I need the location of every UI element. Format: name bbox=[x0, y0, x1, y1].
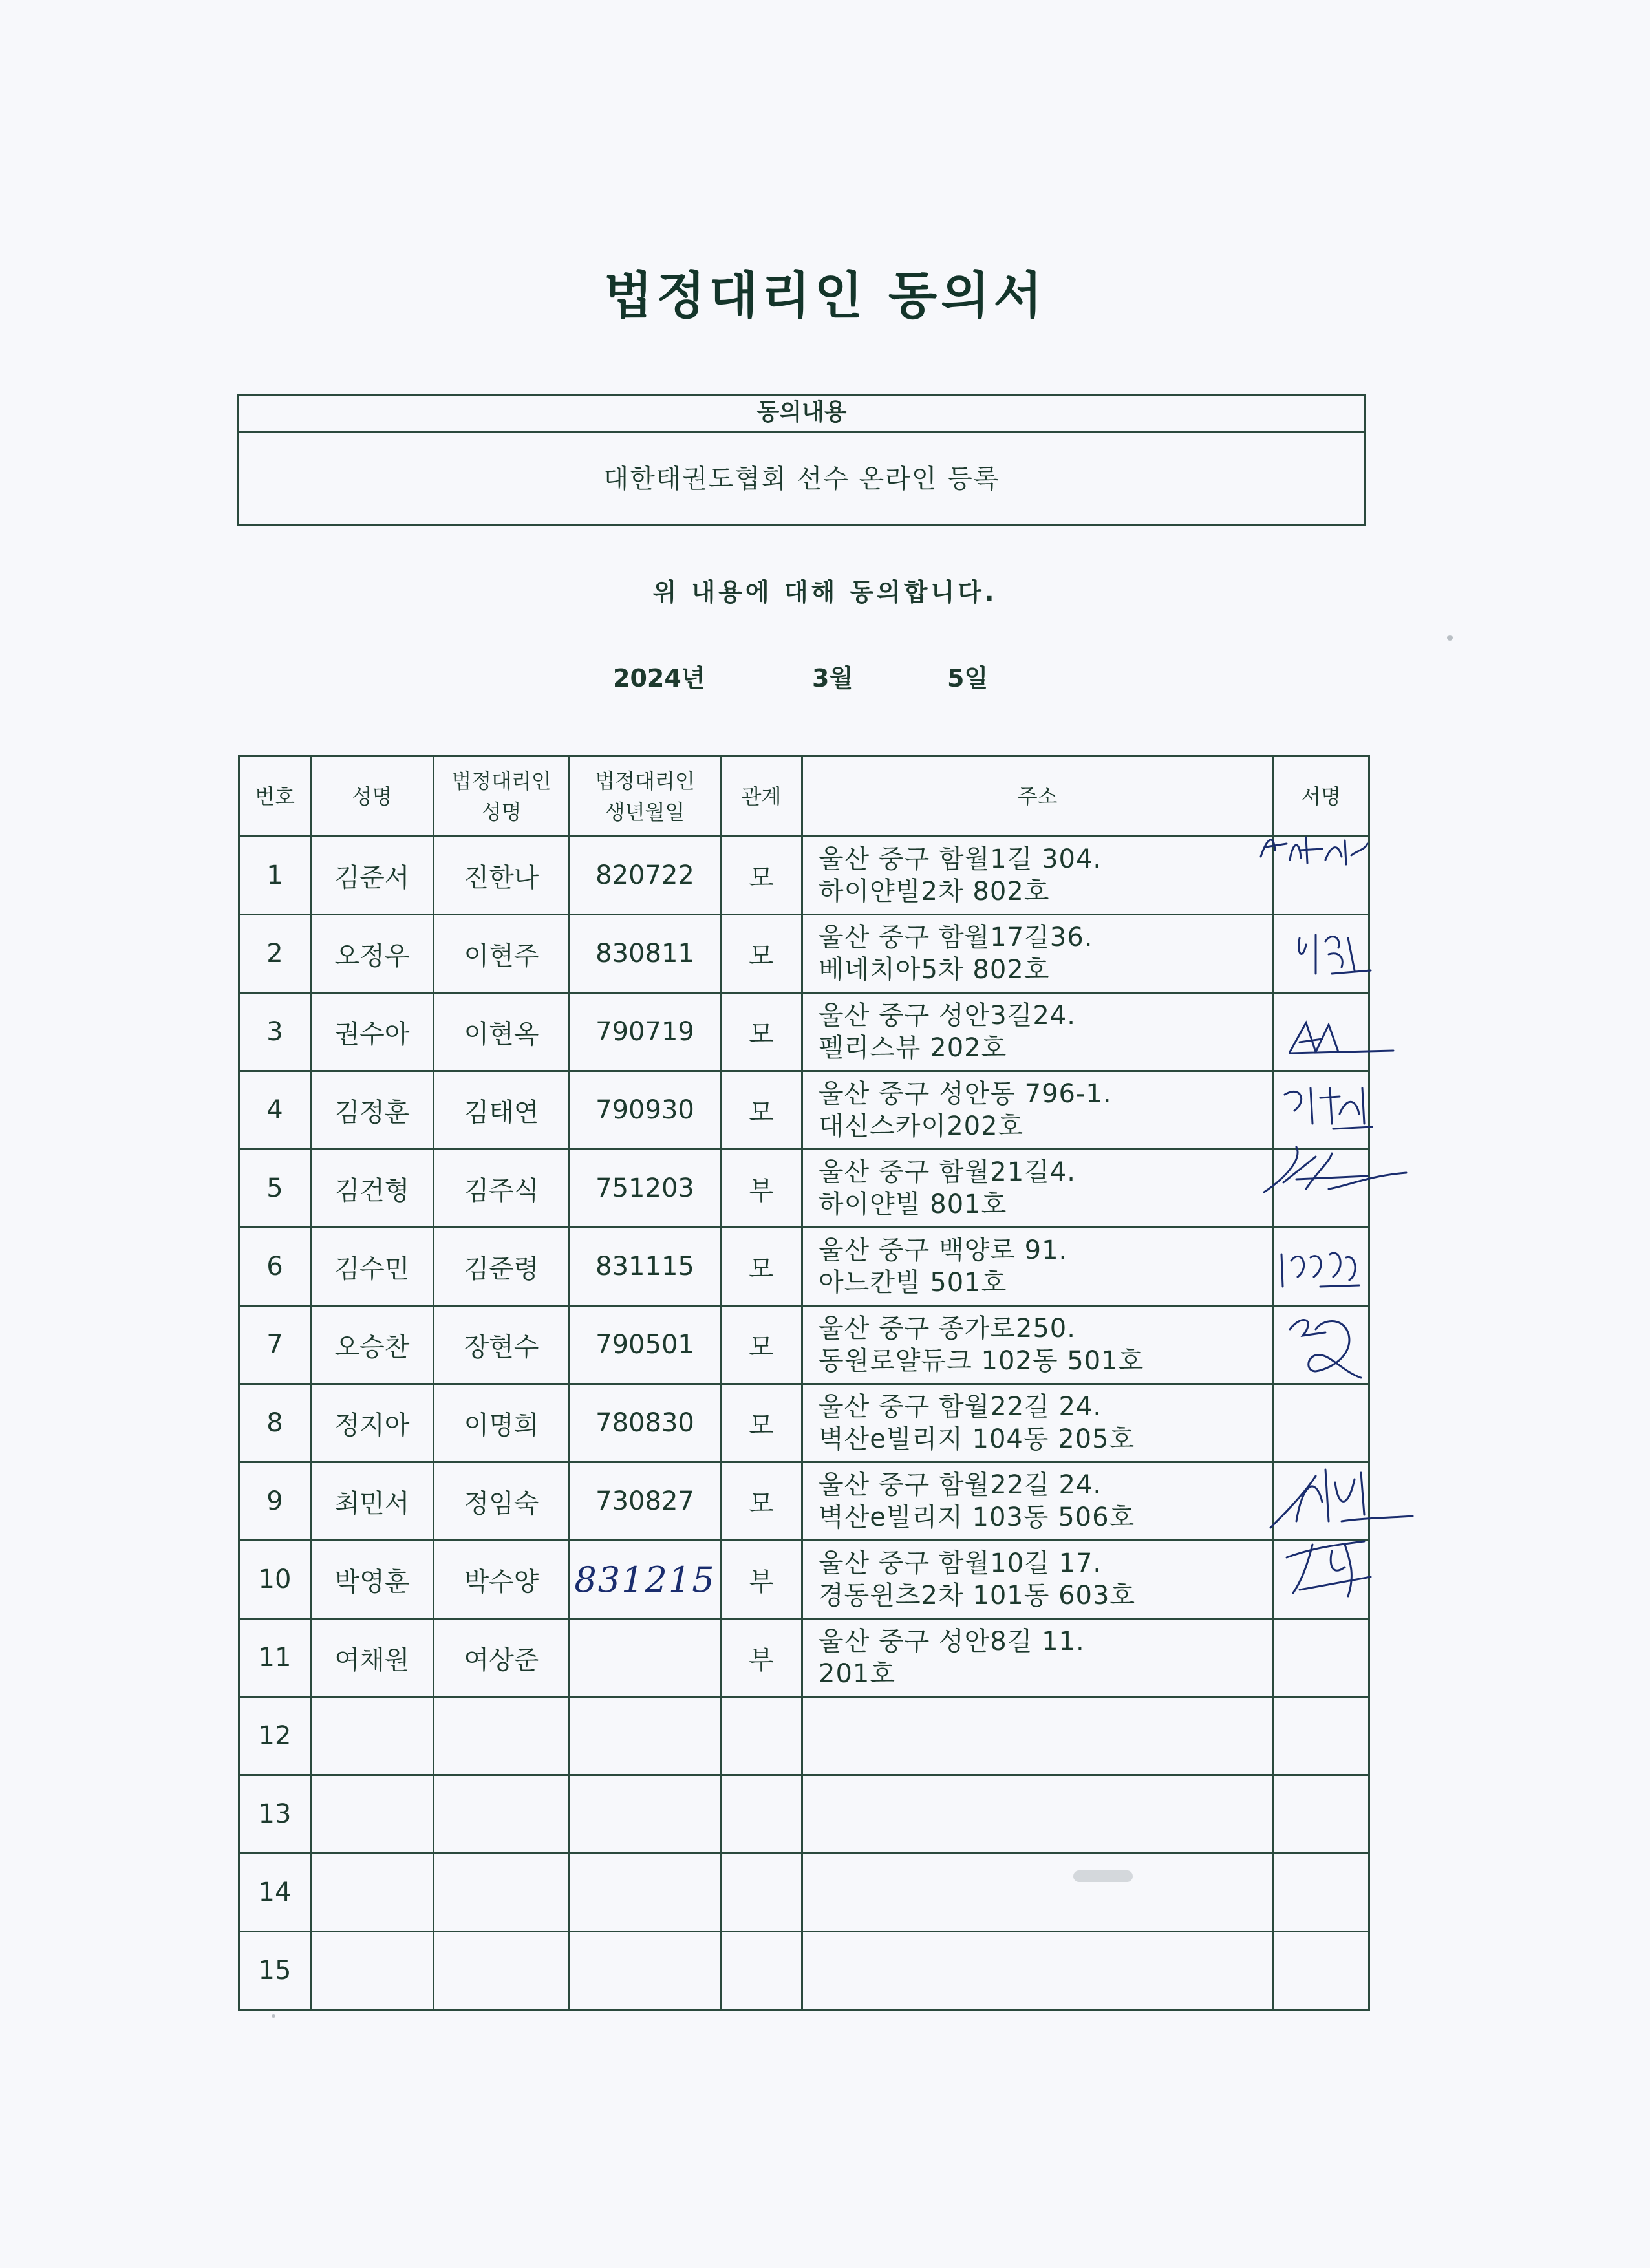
cell-guardian-birth bbox=[570, 1932, 721, 2010]
cell-no: 13 bbox=[239, 1775, 311, 1854]
cell-address bbox=[802, 1932, 1273, 2010]
address-line-1: 울산 중구 함월10길 17. bbox=[819, 1548, 1102, 1578]
address-line-2: 201호 bbox=[819, 1659, 895, 1689]
cell-guardian-name: 이명희 bbox=[434, 1384, 570, 1462]
table-row bbox=[239, 1619, 1369, 1697]
cell-guardian-name bbox=[434, 1775, 570, 1854]
cell-relation: 부 bbox=[721, 1619, 802, 1697]
cell-name: 정지아 bbox=[311, 1384, 434, 1462]
address-line-2: 경동윈츠2차 101동 603호 bbox=[819, 1581, 1136, 1610]
cell-relation: 모 bbox=[721, 915, 802, 993]
address-line-1: 울산 중구 함월21길4. bbox=[819, 1157, 1076, 1187]
cell-guardian-name: 장현수 bbox=[434, 1306, 570, 1384]
cell-no: 14 bbox=[239, 1854, 311, 1932]
cell-address bbox=[802, 1150, 1273, 1228]
cell-relation bbox=[721, 1854, 802, 1932]
date-month: 3월 bbox=[812, 664, 853, 692]
address-line-1: 울산 중구 종가로250. bbox=[819, 1314, 1076, 1343]
table-row bbox=[239, 1071, 1369, 1150]
cell-signature bbox=[1273, 1462, 1369, 1541]
table-row bbox=[239, 1932, 1369, 2010]
table-row bbox=[239, 915, 1369, 993]
cell-guardian-name bbox=[434, 1932, 570, 2010]
signature-stroke bbox=[1287, 1541, 1371, 1596]
signature-stroke bbox=[1290, 1023, 1393, 1053]
table-row bbox=[239, 1775, 1369, 1854]
signature-stroke bbox=[1285, 1088, 1372, 1129]
handwritten-signature bbox=[1277, 1307, 1406, 1391]
cell-no: 7 bbox=[239, 1306, 311, 1384]
cell-no: 2 bbox=[239, 915, 311, 993]
cell-guardian-name: 여상준 bbox=[434, 1619, 570, 1697]
address-line-1: 울산 중구 성안3길24. bbox=[819, 1001, 1076, 1031]
cell-name bbox=[311, 1932, 434, 2010]
address-line-2: 벽산e빌리지 104동 205호 bbox=[819, 1424, 1135, 1454]
cell-guardian-birth bbox=[570, 1775, 721, 1854]
cell-name: 김정훈 bbox=[311, 1071, 434, 1150]
signature-stroke bbox=[1290, 1320, 1361, 1378]
table-row bbox=[239, 1462, 1369, 1541]
cell-relation: 모 bbox=[721, 1462, 802, 1541]
address-line-1: 울산 중구 성안8길 11. bbox=[819, 1627, 1085, 1656]
cell-guardian-birth: 730827 bbox=[570, 1462, 721, 1541]
table-header-row bbox=[239, 756, 1369, 837]
cell-no: 5 bbox=[239, 1150, 311, 1228]
cell-name: 박영훈 bbox=[311, 1541, 434, 1619]
handwritten-signature bbox=[1264, 1457, 1393, 1541]
cell-address bbox=[802, 1228, 1273, 1306]
cell-signature bbox=[1273, 1775, 1369, 1854]
cell-guardian-birth bbox=[570, 1541, 721, 1619]
cell-guardian-birth bbox=[570, 1619, 721, 1697]
cell-signature bbox=[1273, 1071, 1369, 1150]
scan-speck bbox=[1447, 635, 1453, 641]
cell-guardian-birth: 790930 bbox=[570, 1071, 721, 1150]
address-line-2: 하이얀빌 801호 bbox=[819, 1190, 1007, 1219]
address-line-1: 울산 중구 함월17길36. bbox=[819, 923, 1093, 952]
cell-relation bbox=[721, 1775, 802, 1854]
cell-no: 8 bbox=[239, 1384, 311, 1462]
cell-name: 여채원 bbox=[311, 1619, 434, 1697]
cell-guardian-birth: 790719 bbox=[570, 993, 721, 1071]
cell-address bbox=[802, 1306, 1273, 1384]
address-line-2: 베네치아5차 802호 bbox=[819, 955, 1050, 985]
table-row bbox=[239, 993, 1369, 1071]
cell-guardian-birth: 790501 bbox=[570, 1306, 721, 1384]
cell-address bbox=[802, 1384, 1273, 1462]
handwritten-signature bbox=[1258, 1144, 1387, 1228]
signature-stroke bbox=[1281, 1253, 1359, 1287]
cell-signature bbox=[1273, 1384, 1369, 1462]
header-name: 성명 bbox=[311, 756, 434, 837]
consent-content: 대한태권도협회 선수 온라인 등록 bbox=[603, 464, 1000, 494]
table-row bbox=[239, 1150, 1369, 1228]
cell-relation: 모 bbox=[721, 1071, 802, 1150]
cell-relation bbox=[721, 1697, 802, 1775]
cell-address bbox=[802, 1697, 1273, 1775]
table-row bbox=[239, 1697, 1369, 1775]
cell-relation: 모 bbox=[721, 993, 802, 1071]
cell-guardian-name: 박수양 bbox=[434, 1541, 570, 1619]
cell-guardian-birth: 830811 bbox=[570, 915, 721, 993]
cell-no: 6 bbox=[239, 1228, 311, 1306]
cell-signature bbox=[1273, 1697, 1369, 1775]
table-row bbox=[239, 1854, 1369, 1932]
address-line-2: 하이얀빌2차 802호 bbox=[819, 877, 1050, 906]
header-no: 번호 bbox=[239, 756, 311, 837]
address-line-2: 동원로얄듀크 102동 501호 bbox=[819, 1346, 1144, 1376]
cell-address bbox=[802, 915, 1273, 993]
cell-no: 1 bbox=[239, 837, 311, 915]
cell-guardian-name: 이현주 bbox=[434, 915, 570, 993]
date-day: 5일 bbox=[947, 664, 989, 692]
cell-address bbox=[802, 993, 1273, 1071]
cell-no: 15 bbox=[239, 1932, 311, 2010]
cell-no: 11 bbox=[239, 1619, 311, 1697]
cell-name bbox=[311, 1775, 434, 1854]
cell-name: 김수민 bbox=[311, 1228, 434, 1306]
table-row bbox=[239, 837, 1369, 915]
address-line-1: 울산 중구 함월22길 24. bbox=[819, 1392, 1102, 1422]
cell-address bbox=[802, 1462, 1273, 1541]
cell-no: 3 bbox=[239, 993, 311, 1071]
address-line-2: 펠리스뷰 202호 bbox=[819, 1033, 1007, 1063]
cell-no: 9 bbox=[239, 1462, 311, 1541]
cell-relation: 모 bbox=[721, 1306, 802, 1384]
handwritten-birthdate: 831215 bbox=[574, 1559, 716, 1600]
cell-signature bbox=[1273, 993, 1369, 1071]
cell-guardian-name: 김태연 bbox=[434, 1071, 570, 1150]
cell-no: 12 bbox=[239, 1697, 311, 1775]
cell-signature bbox=[1273, 1541, 1369, 1619]
handwritten-signature bbox=[1274, 1532, 1403, 1616]
cell-name: 권수아 bbox=[311, 993, 434, 1071]
cell-guardian-name: 정임숙 bbox=[434, 1462, 570, 1541]
cell-relation: 모 bbox=[721, 1384, 802, 1462]
cell-name bbox=[311, 1854, 434, 1932]
address-line-2: 아느칸빌 501호 bbox=[819, 1268, 1007, 1298]
consent-box bbox=[237, 394, 1366, 526]
signature-stroke bbox=[1299, 935, 1371, 974]
cell-signature bbox=[1273, 1619, 1369, 1697]
guardian-roster-table bbox=[238, 755, 1370, 2011]
signature-stroke bbox=[1261, 837, 1367, 864]
cell-guardian-birth: 780830 bbox=[570, 1384, 721, 1462]
cell-name: 김준서 bbox=[311, 837, 434, 915]
cell-guardian-name: 김주식 bbox=[434, 1150, 570, 1228]
cell-guardian-name bbox=[434, 1854, 570, 1932]
cell-guardian-birth: 831115 bbox=[570, 1228, 721, 1306]
cell-no: 4 bbox=[239, 1071, 311, 1150]
header-address: 주소 bbox=[802, 756, 1273, 837]
address-line-1: 울산 중구 백양로 91. bbox=[819, 1236, 1068, 1265]
cell-name: 김건형 bbox=[311, 1150, 434, 1228]
cell-address bbox=[802, 1071, 1273, 1150]
cell-guardian-birth: 820722 bbox=[570, 837, 721, 915]
cell-signature bbox=[1273, 1150, 1369, 1228]
table-row bbox=[239, 1228, 1369, 1306]
cell-address bbox=[802, 1854, 1273, 1932]
cell-signature bbox=[1273, 915, 1369, 993]
scan-speck bbox=[272, 2014, 275, 2018]
cell-name bbox=[311, 1697, 434, 1775]
cell-address bbox=[802, 1619, 1273, 1697]
header-guardian-birth: 법정대리인 생년월일 bbox=[570, 756, 721, 837]
cell-name: 최민서 bbox=[311, 1462, 434, 1541]
table-row bbox=[239, 1306, 1369, 1384]
cell-guardian-name bbox=[434, 1697, 570, 1775]
cell-name: 오정우 bbox=[311, 915, 434, 993]
cell-signature bbox=[1273, 1854, 1369, 1932]
cell-no: 10 bbox=[239, 1541, 311, 1619]
address-line-1: 울산 중구 성안동 796-1. bbox=[819, 1079, 1112, 1109]
cell-relation: 부 bbox=[721, 1541, 802, 1619]
cell-relation: 모 bbox=[721, 837, 802, 915]
cell-relation: 모 bbox=[721, 1228, 802, 1306]
signature-stroke bbox=[1264, 1147, 1406, 1192]
document-title: 법정대리인 동의서 bbox=[604, 267, 1046, 325]
header-relation: 관계 bbox=[721, 756, 802, 837]
header-signature: 서명 bbox=[1273, 756, 1369, 837]
cell-guardian-name: 이현옥 bbox=[434, 993, 570, 1071]
cell-guardian-birth: 751203 bbox=[570, 1150, 721, 1228]
cell-guardian-birth bbox=[570, 1854, 721, 1932]
cell-signature bbox=[1273, 1228, 1369, 1306]
address-line-2: 벽산e빌리지 103동 506호 bbox=[819, 1503, 1135, 1532]
agreement-statement: 위 내용에 대해 동의합니다. bbox=[652, 578, 998, 606]
table-row bbox=[239, 1384, 1369, 1462]
cell-guardian-birth bbox=[570, 1697, 721, 1775]
address-line-1: 울산 중구 함월22길 24. bbox=[819, 1470, 1102, 1500]
signature-stroke bbox=[1270, 1470, 1413, 1528]
handwritten-signature bbox=[1261, 831, 1390, 915]
consent-heading: 동의내용 bbox=[239, 396, 1364, 433]
address-line-1: 울산 중구 함월1길 304. bbox=[819, 844, 1102, 874]
cell-address bbox=[802, 1541, 1273, 1619]
date-year: 2024년 bbox=[613, 664, 705, 692]
header-guardian-name: 법정대리인 성명 bbox=[434, 756, 570, 837]
cell-guardian-name: 김준령 bbox=[434, 1228, 570, 1306]
address-line-2: 대신스카이202호 bbox=[819, 1111, 1024, 1141]
cell-address bbox=[802, 837, 1273, 915]
cell-relation: 부 bbox=[721, 1150, 802, 1228]
cell-signature bbox=[1273, 1932, 1369, 2010]
scan-speck bbox=[1073, 1870, 1133, 1882]
table-row bbox=[239, 1541, 1369, 1619]
cell-signature bbox=[1273, 1306, 1369, 1384]
cell-relation bbox=[721, 1932, 802, 2010]
cell-name: 오승찬 bbox=[311, 1306, 434, 1384]
cell-address bbox=[802, 1775, 1273, 1854]
cell-signature bbox=[1273, 837, 1369, 915]
cell-guardian-name: 진한나 bbox=[434, 837, 570, 915]
